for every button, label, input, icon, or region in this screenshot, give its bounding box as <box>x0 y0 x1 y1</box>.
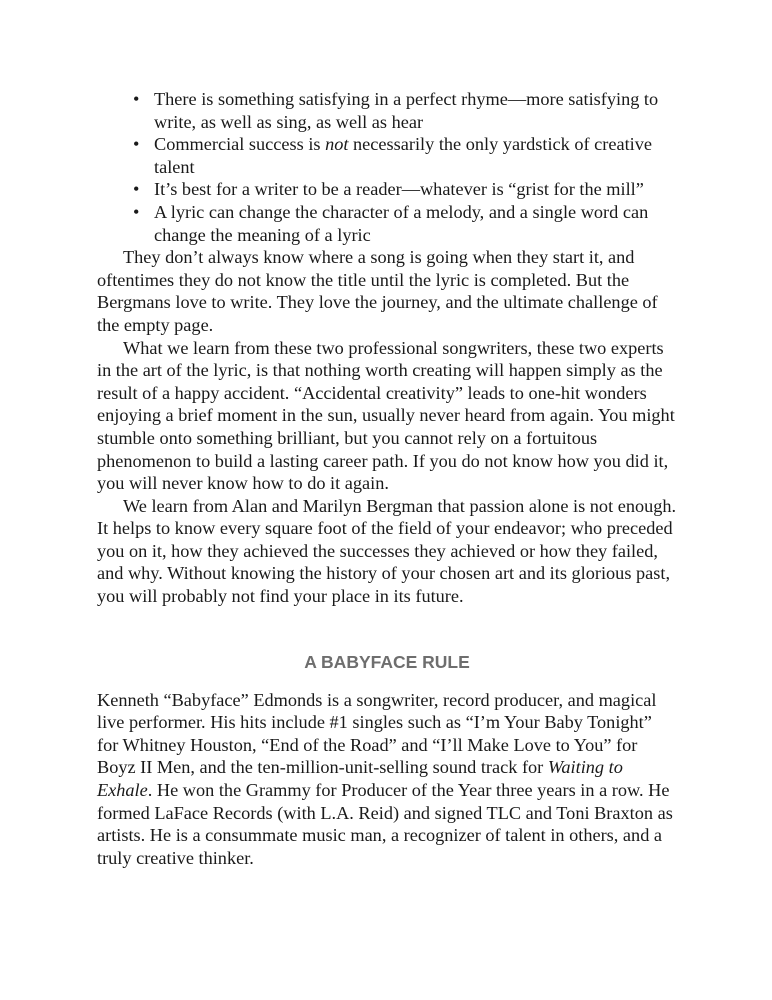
body-paragraph: What we learn from these two professional songwriters, these two experts in the art of the lyric, is that nothing worth creating will happen simply as the result of a happy accident. “Accidental creativity” leads to one-hit wonders enjoying a brief moment in the sun, usually never heard from again. You might stumble onto something brilliant, but you cannot rely on a fortuitous phenomenon to build a lasting career path. If you do not know how you did it, you will never know how to do it again. <box>97 337 675 494</box>
section-paragraph <box>97 689 677 870</box>
body-paragraph: They don’t always know where a song is going when they start it, and oftentimes they do not know the title until the lyric is completed. But the Bergmans love to write. They love the journey, and the ultimate challenge of the empty page. <box>97 247 658 335</box>
page-body <box>97 88 677 869</box>
section-heading: A BABYFACE RULE <box>304 651 470 672</box>
section-text-segment: Kenneth “Babyface” Edmonds is a songwriter, record producer, and magical live performer. His hits include #1 singles such as “I’m Your Baby Tonight” for Whitney Houston, “End of the Road” and “I’ll Make Love to You” for Boyz II Men, and the ten-million-unit-selling sound track for <box>97 689 657 778</box>
section-text-segment: . He won the Grammy for Producer of the Year three years in a row. He formed LaFace Records (with L.A. Reid) and signed TLC and Toni Braxton as artists. He is a consummate music man, a recognizer of talent in others, and a truly creative thinker. <box>97 780 673 868</box>
bullet-item <box>97 133 677 178</box>
bullet-text: There is something satisfying in a perfect rhyme—more satisfying to write, as well as sing, as well as hear <box>154 89 659 132</box>
bullet-list <box>97 88 677 246</box>
bullet-item <box>97 178 677 201</box>
bullet-text: A lyric can change the character of a melody, and a single word can change the meaning of a lyric <box>154 201 649 245</box>
bullet-glyph: • <box>133 134 140 155</box>
bullet-text-segment: Commercial success is <box>154 134 326 155</box>
bullet-item <box>97 88 677 133</box>
album-title: Waiting to Exhale <box>97 757 623 801</box>
bullet-text-emphasis: not <box>325 134 349 155</box>
bullet-item <box>97 201 677 246</box>
bullet-glyph: • <box>133 179 140 200</box>
bullet-text <box>154 134 652 177</box>
bullet-text: It’s best for a writer to be a reader—whatever is “grist for the mill” <box>154 179 644 200</box>
body-paragraph: We learn from Alan and Marilyn Bergman that passion alone is not enough. It helps to know every square foot of the field of your endeavor; who preceded you on it, how they achieved the successes they achieved or how they failed, and why. Without knowing the history of your chosen art and its glorious past, you will probably not find your place in its future. <box>97 495 677 607</box>
bullet-glyph: • <box>133 89 140 109</box>
bullet-glyph: • <box>133 201 140 222</box>
bullet-text-segment: necessarily the only yardstick of creative talent <box>154 134 653 177</box>
